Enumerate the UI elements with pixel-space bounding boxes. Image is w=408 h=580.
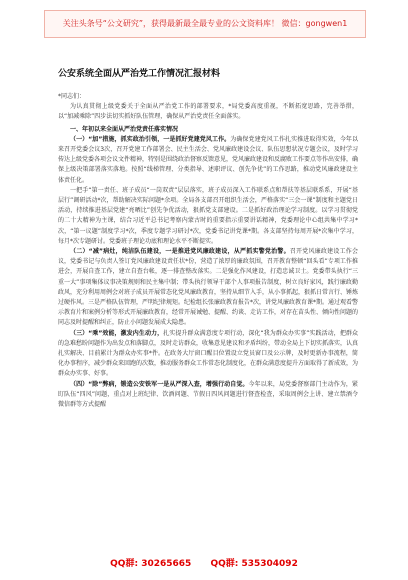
paragraph-text: 扎实提升群众满意度专项行动，深化“我为群众办实事”实践活动，把群众的急难愁盼问题作为出发点和落脚点，及时走访群众，收集意见建议和矛盾纠纷，带动全局上下切实抓落实，认真扎实解决、目前累计为群众办实事*件。在政务大厅窗口醒目位置设立党员窗口及公示牌，及时更新办事流程，简化办事程序，减少群众来回跑的次数，推动服务群众工作常态化制度化，在群众满意度提升方面取得了新成效，为群众办实事、好事。 <box>58 329 358 378</box>
paragraph-lead: （二）“减”病灶，纯洁队伍建设，一是推进党风廉政建设，从严抓实警党治警。 <box>70 248 290 256</box>
paragraph-section-1 <box>58 135 358 186</box>
paragraph-text: 为认真贯彻上级党委关于全面从严治党工作的部署要求，*局党委高度重视，不断拓宽思路，完善举措，以“加减乘除”四步法切实抓好队伍管理，确保从严治党责任全面落实。 <box>58 103 358 121</box>
section-heading: 一、年初以来全面从严治党责任落实情况 <box>70 125 179 133</box>
paragraph-tail: 以学习贯彻党的二十大精神为主课，结合习近平总书记考察内蒙古时的重要指示重要讲话精神，党委理论中心组共集中学习*次，“第一议题”制度学习*次，季度专题学习研讨*次，党委书记讲党课*期。各支部坚持每周开展*次集中学习，每月*次专题研讨。党委班子理论功底和理论水平不断提实。 <box>58 207 358 245</box>
paragraph-text: 召开党风廉政建设工作会议，党委书记与负责人签订党风廉政建设责任状*份，营造了浓厚的廉政氛围，召开教育整顿“回头看”专项工作推进会，开展自查工作，建立自查台帐，逐一排查整改落实。二是强化作风建设，打造忠诚卫士。党委带头执行“三重一大”事项集体议事决策规则和民主集中制；带头执行领导干部个人事项报告制度，树立良好家风，践行廉政勤政风，充分利用周例会对班子成员开展常态化党风廉政教育，坚持从细节入手，从小事抓起，狠抓日常言行、锤炼过硬作风。三是严格队伍管理，严明纪律规矩。纪检组长张廉政教育报告*次，讲党风廉政教育课*期。通过观看警示教育片和案例分析等形式开展廉政教育，经常开展诫勉、提醒、约谈、走访工作，对存在苗头性、倾向性问题的同志及时提醒和纠正，防止小问题发展成大隐患。 <box>58 248 358 327</box>
paragraph-text: 为确保党建党风工作扎实推进取得实效，今年以来召开党委会议3次，召开党建工作部署会、民主生活会、党风廉政建设会议、队伍思想状况专题会议，及时学习传达上级党委各项会议文件精神，特别是围绕政治督察反馈意见，党风廉政建设和反腐败工作要点等作出安排，确保上级决策部署落实落地。按照“线梯管理、分类指导、述职评议、创先争优”的工作思路，推动党风廉政建设主体责任化。 <box>58 135 358 184</box>
paragraph-text: 一把手“第一责任、班子成员“一岗双责”层层落实，班子成员深入工作联系点和帮扶等基层联系系，开展“基层行”调研活动*次，帮助解决实际问题*余项。全局各支部召开组织生活会，严格落实“三会一课”制度和主题党日活动，持续推进基层党建“亮晒比”创先争优活动，狠抓党支部建设。二是抓好政治理论学习制度。 <box>58 186 358 215</box>
paragraph-section-1b <box>58 186 358 247</box>
document-body <box>58 92 358 542</box>
footer-qq-group-1: QQ群: 30265665 <box>110 559 192 569</box>
footer-qq-group-2: QQ群: 535304092 <box>210 559 298 569</box>
paragraph-text: 今年以来，局党委督察部门主动作为，紧盯队伍“四风”问题，重点对上班纪律、饮酒问题、节假日四风问题进行督查检查，采取周例会上讲、建立禁酒令微信群等方式提醒 <box>58 380 358 409</box>
footer-qq-groups <box>0 556 408 569</box>
paragraph-section-4 <box>58 380 358 411</box>
paragraph-lead: （三）“乘”效能，激发内生动力， <box>70 329 164 337</box>
paragraph-lead: （四）“除”弊病，锻造公安铁军一是从严深入查，增强行动自觉。 <box>70 380 249 388</box>
header-banner: 关注头条号“公文研究”，获得最新最全最专业的公文资料库！ 微信：gongwen1 <box>44 10 366 38</box>
paragraph-lead: （一）“加”措施，抓实政治引领，一是抓好党建党风工作。 <box>70 135 231 143</box>
paragraph-section-3 <box>58 329 358 380</box>
salutation: *同志们： <box>58 93 86 100</box>
paragraph-intro <box>58 102 358 122</box>
paragraph-section-2 <box>58 247 358 329</box>
document-title: 公安系统全面从严治党工作情况汇报材料 <box>58 69 221 79</box>
